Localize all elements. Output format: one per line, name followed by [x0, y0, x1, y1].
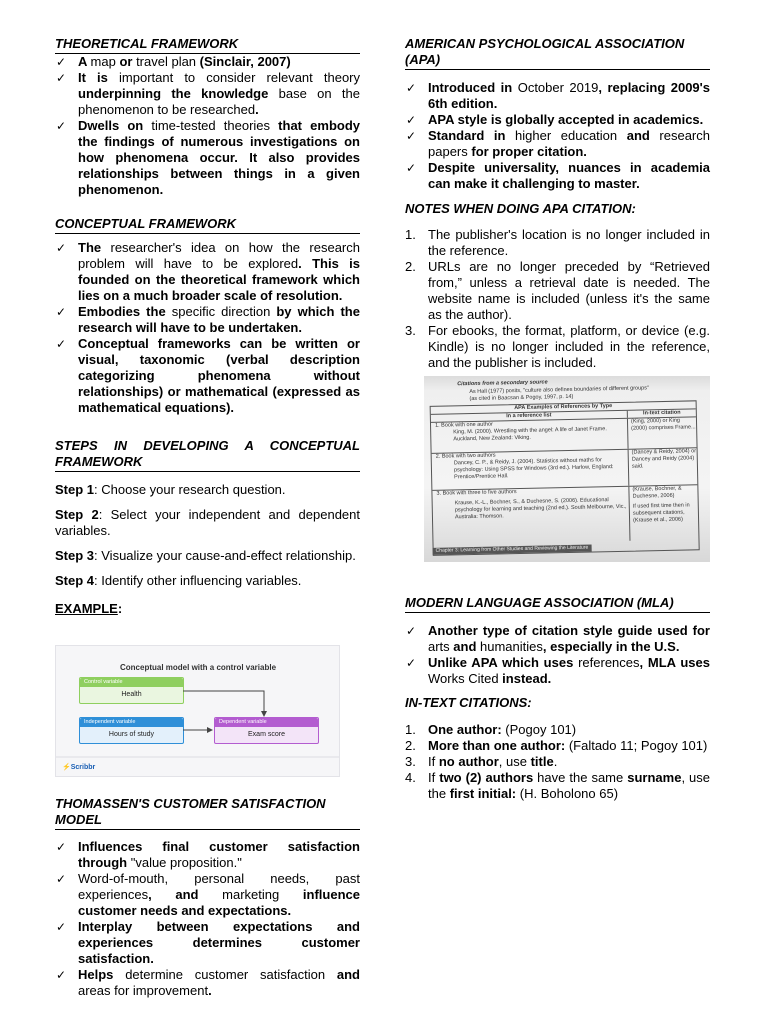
check-icon: ✓: [56, 55, 67, 69]
check-icon: ✓: [406, 656, 417, 670]
conceptual-framework-heading: CONCEPTUAL FRAMEWORK: [55, 216, 360, 234]
thomassen-section: [55, 796, 360, 999]
conceptual-list: [55, 240, 360, 416]
list-item: 3. For ebooks, the format, platform, or device (e.g. Kindle) is no longer included in the reference, and the publisher is included.: [405, 323, 710, 370]
list-item: 1. One author: (Pogoy 101): [405, 722, 577, 737]
check-icon: ✓: [56, 968, 67, 982]
list-item: ✓ Interplay between expectations and experiences determines customer satisfaction.: [56, 919, 360, 966]
list-item: 2. URLs are no longer preceded by “Retrieved from,” unless a retrieval date is needed. The website name is included (unless it's the same as the author).: [405, 259, 710, 322]
theoretical-framework-heading: THEORETICAL FRAMEWORK: [55, 36, 360, 54]
dependent-variable-box: Dependent variable Exam score: [214, 717, 319, 744]
list-item: ✓ Dwells on time-tested theories that embody the findings of numerous investigations on how phenomena occur. It also provides relationships between things in a given phenomenon.: [56, 118, 360, 197]
left-column: [55, 36, 360, 617]
thomassen-list: [55, 839, 360, 999]
list-item: 1. The publisher's location is no longer included in the reference.: [405, 227, 710, 258]
step-item: Step 4: Identify other influencing variables.: [55, 573, 302, 588]
apa-list: [405, 80, 710, 192]
list-item: 3. If no author, use title.: [405, 754, 558, 769]
list-item: ✓ Helps determine customer satisfaction and areas for improvement.: [56, 967, 360, 998]
check-icon: ✓: [56, 337, 67, 351]
list-item: ✓ Influences final customer satisfaction through "value proposition.": [56, 839, 360, 870]
check-icon: ✓: [406, 81, 417, 95]
apa-examples-photo: Citations from a secondary source As Hall (1977) posits, "culture also defines boundaries of different groups" (as cited in Baacsan & Pogoy, 1997, p. 14) APA Examples of References by Type In a reference list In-text citation 1. Book with one author King, M. (2000). Wrestling with the angel: A life of Janet Frame. Auckland, New Zealand: Viking. (King, 2000) or King (2000) comprises Frame... 2. Book with two authors Dancey, C. P., & Reidy, J. (2004). Statistics without maths for psychology: Using SPSS for Windows (3rd ed.). Harlow, England: Prentice/Prentice Hall. (Dancey & Reidy, 2004) or Dancey and Reidy (2004) said. 3. Book with three to five authors Krause, K.-L., Bochner, S., & Duchesne, S. (2006). Educational psychology for learning and teaching (2nd ed.). South Melbourne, Vic., Australia: Thomson. (Krause, Bochner, & Duchesne, 2006) If used first time then in subsequent citations, (Krause et al., 2006) Chapter 3: Learning from Other Studies and Reviewing the Literature: [424, 376, 710, 562]
list-item: ✓ Unlike APA which uses references, MLA uses Works Cited instead.: [406, 655, 710, 686]
check-icon: ✓: [406, 624, 417, 638]
scribbr-logo: ⚡Scribbr: [62, 764, 96, 771]
list-item: ✓ It is important to consider relevant theory underpinning the knowledge base on the phenomenon to be researched.: [56, 70, 361, 117]
check-icon: ✓: [406, 161, 417, 175]
in-text-citations-heading: IN-TEXT CITATIONS:: [405, 695, 532, 710]
list-item: 4. If two (2) authors have the same surname, use the first initial: (H. Boholono 65): [405, 770, 711, 801]
steps-heading: STEPS IN DEVELOPING A CONCEPTUAL FRAMEWORK: [55, 438, 360, 472]
check-icon: ✓: [56, 241, 67, 255]
check-icon: ✓: [56, 840, 67, 854]
step-item: Step 1: Choose your research question.: [55, 482, 286, 497]
check-icon: ✓: [56, 71, 67, 85]
list-item: ✓ Standard in higher education and research papers for proper citation.: [406, 128, 710, 159]
mla-list: [405, 623, 710, 687]
list-item: ✓ Conceptual frameworks can be written or visual, taxonomic (verbal description categorizing phenomena without relationships) or mathematical (expressed as mathematical equations).: [56, 336, 360, 415]
example-label: EXAMPLE:: [55, 601, 123, 616]
list-item: ✓ APA style is globally accepted in academics.: [406, 112, 704, 127]
apa-notes-list: [405, 227, 710, 371]
list-item: ✓ Introduced in October 2019, replacing 2009's 6th edition.: [406, 80, 710, 111]
control-variable-box: Control variable Health: [79, 677, 184, 704]
check-icon: ✓: [406, 113, 417, 127]
step-item: Step 3: Visualize your cause-and-effect relationship.: [55, 548, 356, 563]
apa-heading: AMERICAN PSYCHOLOGICAL ASSOCIATION (APA): [405, 36, 710, 70]
list-item: ✓ A map or travel plan (Sinclair, 2007): [56, 54, 291, 69]
in-text-citations-list: [405, 722, 710, 802]
list-item: ✓ Despite universality, nuances in academia can make it challenging to master.: [406, 160, 710, 191]
check-icon: ✓: [406, 129, 417, 143]
list-item: ✓ Embodies the specific direction by which the research will have to be undertaken.: [56, 304, 360, 335]
steps-list: [55, 482, 360, 589]
figure-title: Conceptual model with a control variable: [120, 663, 277, 672]
check-icon: ✓: [56, 920, 67, 934]
check-icon: ✓: [56, 872, 67, 886]
figure-arrows: [56, 646, 339, 776]
conceptual-model-figure: [55, 645, 340, 777]
mla-section: [405, 595, 710, 802]
right-column: [405, 36, 710, 371]
list-item: ✓ Another type of citation style guide used for arts and humanities, especially in the U.S.: [406, 623, 710, 654]
thomassen-heading: THOMASSEN'S CUSTOMER SATISFACTION MODEL: [55, 796, 360, 830]
mla-heading: MODERN LANGUAGE ASSOCIATION (MLA): [405, 595, 710, 613]
list-item: ✓ Word-of-mouth, personal needs, past experiences, and marketing influence customer needs and expectations.: [56, 871, 360, 918]
apa-notes-heading: NOTES WHEN DOING APA CITATION:: [405, 201, 636, 216]
list-item: 2. More than one author: (Faltado 11; Pogoy 101): [405, 738, 708, 753]
check-icon: ✓: [56, 305, 67, 319]
theoretical-list: [55, 54, 360, 198]
check-icon: ✓: [56, 119, 67, 133]
independent-variable-box: Independent variable Hours of study: [79, 717, 184, 744]
step-item: Step 2: Select your independent and dependent variables.: [55, 507, 360, 538]
list-item: ✓ The researcher's idea on how the research problem will have to be explored. This is founded on the theoretical framework which lies on a much broader scale of resolution.: [56, 240, 360, 303]
